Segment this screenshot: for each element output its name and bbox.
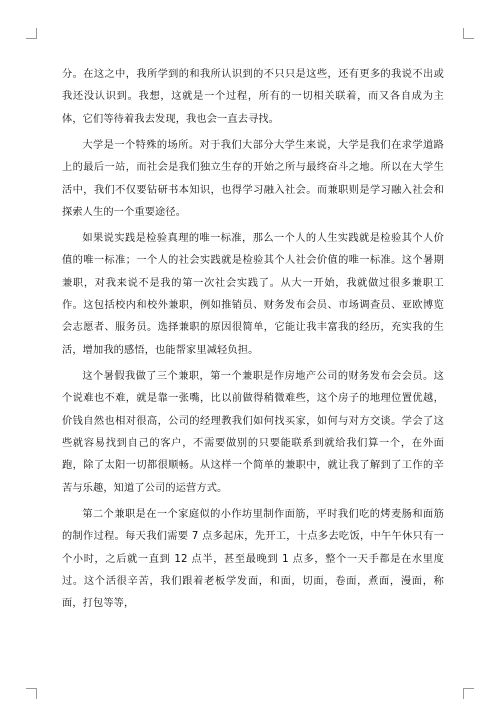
corner-crop-mark-bottom-right xyxy=(463,688,474,699)
document-body xyxy=(62,64,444,616)
corner-crop-mark-top-right xyxy=(463,28,474,39)
paragraph-university: 大学是一个特殊的场所。对于我们大部分大学生来说，大学是我们在求学道路上的最后一站，而社会是我们独立生存的开始之所与最终奋斗之地。所以在大学生活中，我们不仅要钻研书本知识，也得学习融入社会。而兼职则是学习融入社会和探索人生的一个重要途径。 xyxy=(62,139,444,218)
paragraph-practice: 如果说实践是检验真理的唯一标准，那么一个人的人生实践就是检验其个人价值的唯一标准；一个人的社会实践就是检验其个人社会价值的唯一标准。这个暑期兼职，对我来说不是我的第一次社会实践了。从大一开始，我就做过很多兼职工作。这包括校内和校外兼职，例如推销员、财务发布会员、市场调查员、亚欧博览会志愿者、服务员。选择兼职的原因很简单，它能让我丰富我的经历，充实我的生活，增加我的感悟，也能帮家里减轻负担。 xyxy=(62,232,444,356)
corner-crop-mark-bottom-left xyxy=(26,688,37,699)
paragraph-second-job: 第二个兼职是在一个家庭似的小作坊里制作面筋，平时我们吃的烤麦肠和面筋的制作过程。每天我们需要 7 点多起床，先开工，十点多去吃饭，中午午休只有一个小时，之后就一直到 12 点半，甚至最晚到 1 点多，整个一天手都是在水里度过。这个活很辛苦，我们跟着老板学发面，和面，切面，卷面，煮面，漫面，称面，打包等等， xyxy=(62,508,444,610)
paragraph-continued: 分。在这之中，我所学到的和我所认识到的不只只是这些，还有更多的我说不出或我还没认识到。我想，这就是一个过程，所有的一切相关联着，而又各自成为主体，它们等待着我去发现，我也会一直去寻找。 xyxy=(62,69,444,125)
paragraph-first-job: 这个暑假我做了三个兼职，第一个兼职是作房地产公司的财务发布会会员。这个说难也不难，就是靠一张嘴，比以前做得稍微难些，这个房子的地理位置优越，价钱自然也相对很高，公司的经理教我们如何找买家，如何与对方交谈。学会了这些就容易找到自己的客户，不需要做别的只要能联系到就给我们算一个，在外面跑，除了太阳一切都很顺畅。从这样一个简单的兼职中，就让我了解到了工作的辛苦与乐趣，知道了公司的运营方式。 xyxy=(62,370,444,494)
corner-crop-mark-top-left xyxy=(26,28,37,39)
